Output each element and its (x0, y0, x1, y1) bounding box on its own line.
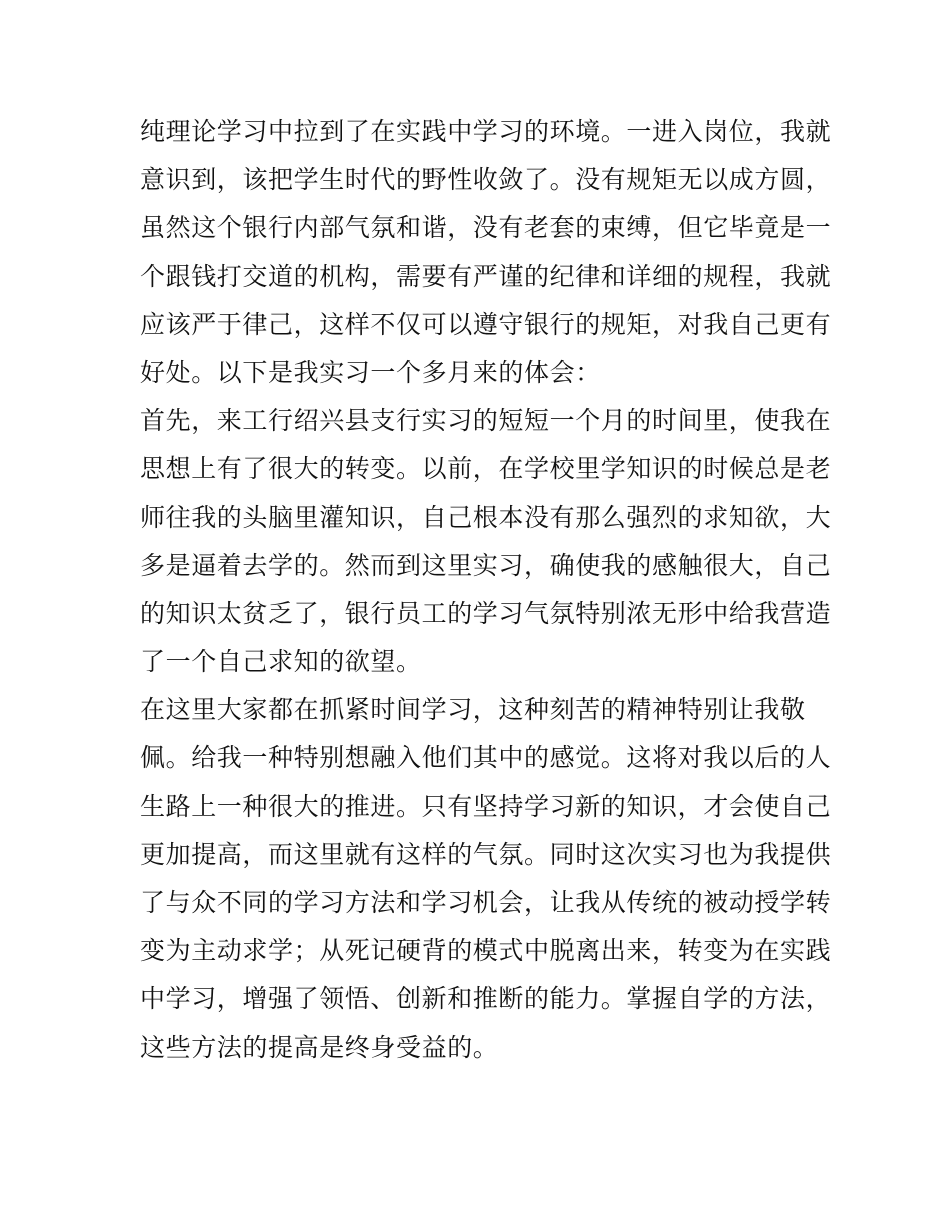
text-line-16: 更加提高，而这里就有这样的气氛。同时这次实习也为我提供 (140, 839, 832, 869)
text-line-13: 在这里大家都在抓紧时间学习，这种刻苦的精神特别让我敬 (140, 695, 806, 725)
text-line-12: 了一个自己求知的欲望。 (140, 647, 422, 677)
text-line-17: 了与众不同的学习方法和学习机会，让我从传统的被动授学转 (140, 888, 832, 917)
text-line-7: 首先，来工行绍兴县支行实习的短短一个月的时间里，使我在 (140, 406, 832, 436)
text-line-14: 佩。给我一种特别想融入他们其中的感觉。这将对我以后的人 (140, 743, 832, 773)
text-line-18: 变为主动求学；从死记硬背的模式中脱离出来，转变为在实践 (140, 936, 832, 966)
text-line-9: 师往我的头脑里灌知识，自己根本没有那么强烈的求知欲，大 (140, 502, 832, 532)
text-line-10: 多是逼着去学的。然而到这里实习，确使我的感触很大，自己 (140, 550, 832, 580)
text-line-8: 思想上有了很大的转变。以前，在学校里学知识的时候总是老 (140, 454, 832, 484)
text-line-3: 虽然这个银行内部气氛和谐，没有老套的束缚，但它毕竟是一 (140, 213, 832, 243)
text-line-19: 中学习，增强了领悟、创新和推断的能力。掌握自学的方法， (140, 984, 832, 1014)
text-line-5: 应该严于律己，这样不仅可以遵守银行的规矩，对我自己更有 (140, 309, 832, 339)
text-line-1: 纯理论学习中拉到了在实践中学习的环境。一进入岗位，我就 (140, 117, 832, 146)
text-line-11: 的知识太贫乏了，银行员工的学习气氛特别浓无形中给我营造 (140, 598, 832, 628)
body-text (140, 108, 832, 1072)
text-line-4: 个跟钱打交道的机构，需要有严谨的纪律和详细的规程，我就 (140, 261, 832, 291)
text-line-6: 好处。以下是我实习一个多月来的体会： (140, 357, 601, 387)
text-line-2: 意识到，该把学生时代的野性收敛了。没有规矩无以成方圆， (140, 165, 832, 195)
text-line-20: 这些方法的提高是终身受益的。 (140, 1032, 499, 1062)
text-line-15: 生路上一种很大的推进。只有坚持学习新的知识，才会使自己 (140, 791, 832, 821)
